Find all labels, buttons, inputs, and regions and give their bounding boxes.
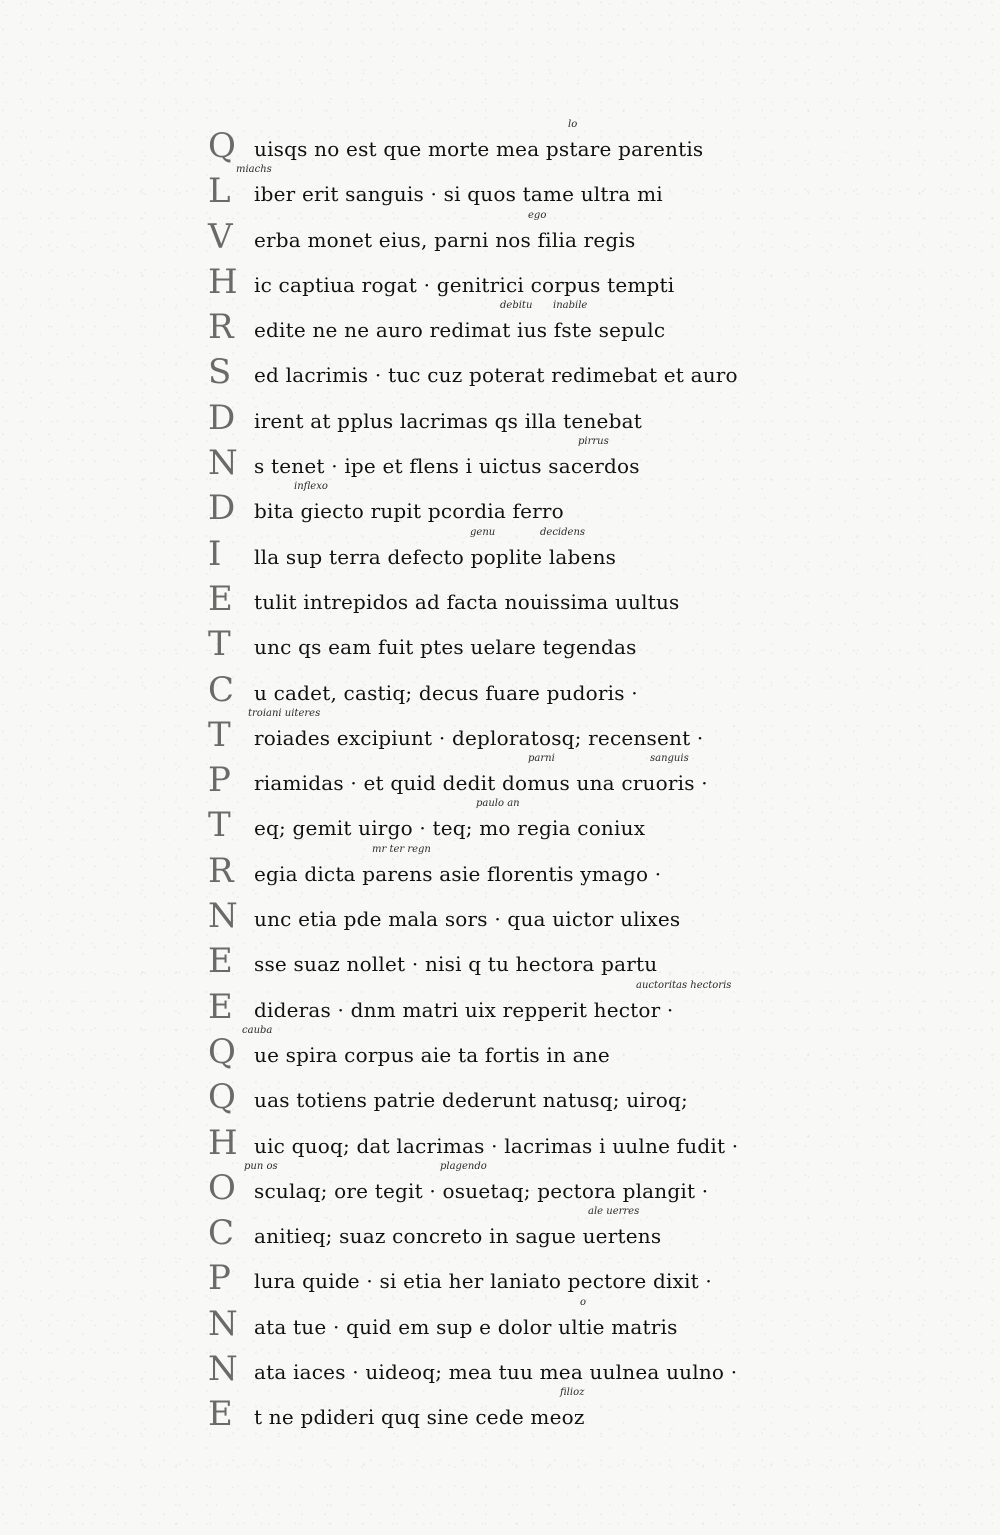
verse-text: ue spira corpus aie ta fortis in ane [254, 1042, 610, 1067]
interlinear-gloss: lo [568, 119, 578, 130]
verse-text: t ne pdideri quq sine cede meoz [254, 1405, 585, 1430]
verse-line [208, 843, 798, 898]
verse-initial: P [208, 760, 231, 801]
verse-text: uisqs no est que morte mea pstare parentis [254, 137, 704, 161]
verse-initial: S [208, 352, 232, 393]
verse-initial: N [208, 1349, 238, 1390]
verse-initial: T [208, 805, 231, 846]
verse-line [208, 1160, 798, 1218]
verse-line [208, 626, 798, 671]
verse-initial: P [208, 1258, 231, 1299]
interlinear-gloss: debitu [500, 300, 533, 312]
interlinear-gloss: miachs [236, 164, 272, 176]
verse-text: s tenet · ipe et flens i uictus sacerdos [254, 454, 640, 479]
interlinear-gloss: auctoritas hectoris [636, 979, 732, 991]
verse-line [208, 1387, 798, 1441]
verse-text: u cadet, castiq; decus fuare pudoris · [254, 680, 638, 705]
verse-initial: N [208, 896, 238, 937]
verse-line [208, 300, 798, 354]
verse-initial: D [208, 488, 236, 529]
verse-text: eq; gemit uirgo · teq; mo regia coniux [254, 816, 646, 841]
verse-text: tulit intrepidos ad facta nouissima uultus [254, 589, 680, 614]
interlinear-gloss: filioz [560, 1387, 585, 1399]
verse-text: uas totiens patrie dederunt natusq; uiroq; [254, 1088, 688, 1113]
verse-line [208, 164, 798, 218]
verse-column [208, 119, 798, 1442]
verse-line [208, 578, 798, 626]
verse-text: sse suaz nollet · nisi q tu hectora partu [254, 952, 658, 977]
verse-text: unc etia pde mala sors · qua uictor ulixes [254, 907, 681, 932]
interlinear-gloss: o [580, 1296, 587, 1308]
verse-initial: T [208, 714, 231, 755]
verse-text: anitieq; suaz concreto in sague uertens [254, 1224, 662, 1249]
interlinear-gloss: pun os [244, 1160, 278, 1172]
verse-initial: H [208, 1122, 238, 1163]
verse-text: dideras · dnm matri uix repperit hector · [254, 997, 674, 1022]
verse-initial: I [208, 533, 222, 574]
interlinear-gloss: parni [528, 753, 555, 765]
interlinear-gloss: sanguis [650, 753, 689, 765]
verse-text: edite ne ne auro redimat ius fste sepulc [254, 318, 666, 343]
verse-initial: R [208, 307, 234, 348]
verse-line [208, 354, 798, 399]
verse-line [208, 481, 798, 535]
interlinear-gloss: inabile [553, 300, 588, 312]
interlinear-gloss: ego [528, 209, 547, 221]
verse-line [208, 1079, 798, 1124]
verse-initial: E [208, 986, 233, 1027]
interlinear-gloss: cauba [242, 1024, 273, 1036]
verse-text: riamidas · et quid dedit domus una cruoris · [254, 771, 708, 796]
interlinear-gloss: plagendo [440, 1160, 487, 1172]
verse-line [208, 1206, 798, 1260]
verse-initial: C [208, 669, 235, 710]
interlinear-gloss: inflexo [294, 481, 328, 493]
interlinear-gloss: decidens [540, 526, 586, 538]
interlinear-gloss: ale uerres [588, 1206, 640, 1218]
verse-initial: D [208, 397, 236, 438]
verse-initial: L [208, 171, 231, 212]
verse-line [208, 397, 798, 448]
verse-initial: N [208, 1303, 238, 1344]
verse-line [208, 1296, 798, 1351]
verse-initial: N [208, 443, 238, 484]
verse-initial: O [208, 1167, 236, 1208]
interlinear-gloss: genu [470, 526, 496, 538]
verse-text: unc qs eam fuit ptes uelare tegendas [254, 635, 637, 660]
verse-initial: Q [208, 126, 236, 166]
verse-text: ata iaces · uideoq; mea tuu mea uulnea uulno · [254, 1360, 738, 1385]
verse-text: lla sup terra defecto poplite labens [254, 544, 617, 569]
verse-initial: H [208, 261, 238, 302]
interlinear-gloss: pirrus [578, 436, 609, 448]
verse-text: roiades excipiunt · deploratosq; recensent · [254, 725, 704, 750]
verse-initial: V [208, 216, 233, 257]
verse-initial: Q [208, 1077, 236, 1118]
verse-text: erba monet eius, parni nos filia regis [254, 227, 636, 252]
verse-text: sculaq; ore tegit · osuetaq; pectora plangit · [254, 1178, 709, 1203]
verse-line [208, 707, 798, 765]
verse-initial: C [208, 1213, 235, 1254]
verse-text: iber erit sanguis · si quos tame ultra mi [254, 182, 663, 207]
verse-text: lura quide · si etia her laniato pectore dixit · [254, 1269, 712, 1294]
verse-line [208, 1349, 798, 1399]
verse-text: egia dicta parens asie florentis ymago · [254, 861, 662, 886]
verse-text: uic quoq; dat lacrimas · lacrimas i uulne fudit · [254, 1133, 739, 1158]
verse-line [208, 1122, 798, 1170]
verse-line [208, 526, 798, 581]
verse-text: ata tue · quid em sup e dolor ultie matris [254, 1314, 678, 1339]
verse-initial: E [208, 578, 233, 619]
verse-line [208, 209, 798, 264]
verse-line [208, 898, 798, 943]
verse-initial: E [208, 941, 233, 982]
verse-initial: R [208, 850, 234, 891]
interlinear-gloss: paulo an [476, 798, 520, 810]
verse-line [208, 798, 798, 852]
verse-text: ed lacrimis · tuc cuz poterat redimebat et auro [254, 363, 738, 388]
interlinear-gloss: troiani uiteres [248, 707, 321, 719]
verse-initial: Q [208, 1031, 236, 1072]
verse-text: ic captiua rogat · genitrici corpus tempti [254, 272, 675, 297]
verse-initial: T [208, 624, 231, 665]
interlinear-gloss: mr ter regn [372, 843, 431, 855]
verse-line [208, 1024, 798, 1079]
verse-line [208, 119, 798, 176]
verse-line [208, 979, 798, 1034]
verse-initial: E [208, 1394, 233, 1435]
verse-text: bita giecto rupit pcordia ferro [254, 499, 564, 524]
verse-text: irent at pplus lacrimas qs illa tenebat [254, 408, 642, 433]
verse-line [208, 1260, 798, 1305]
